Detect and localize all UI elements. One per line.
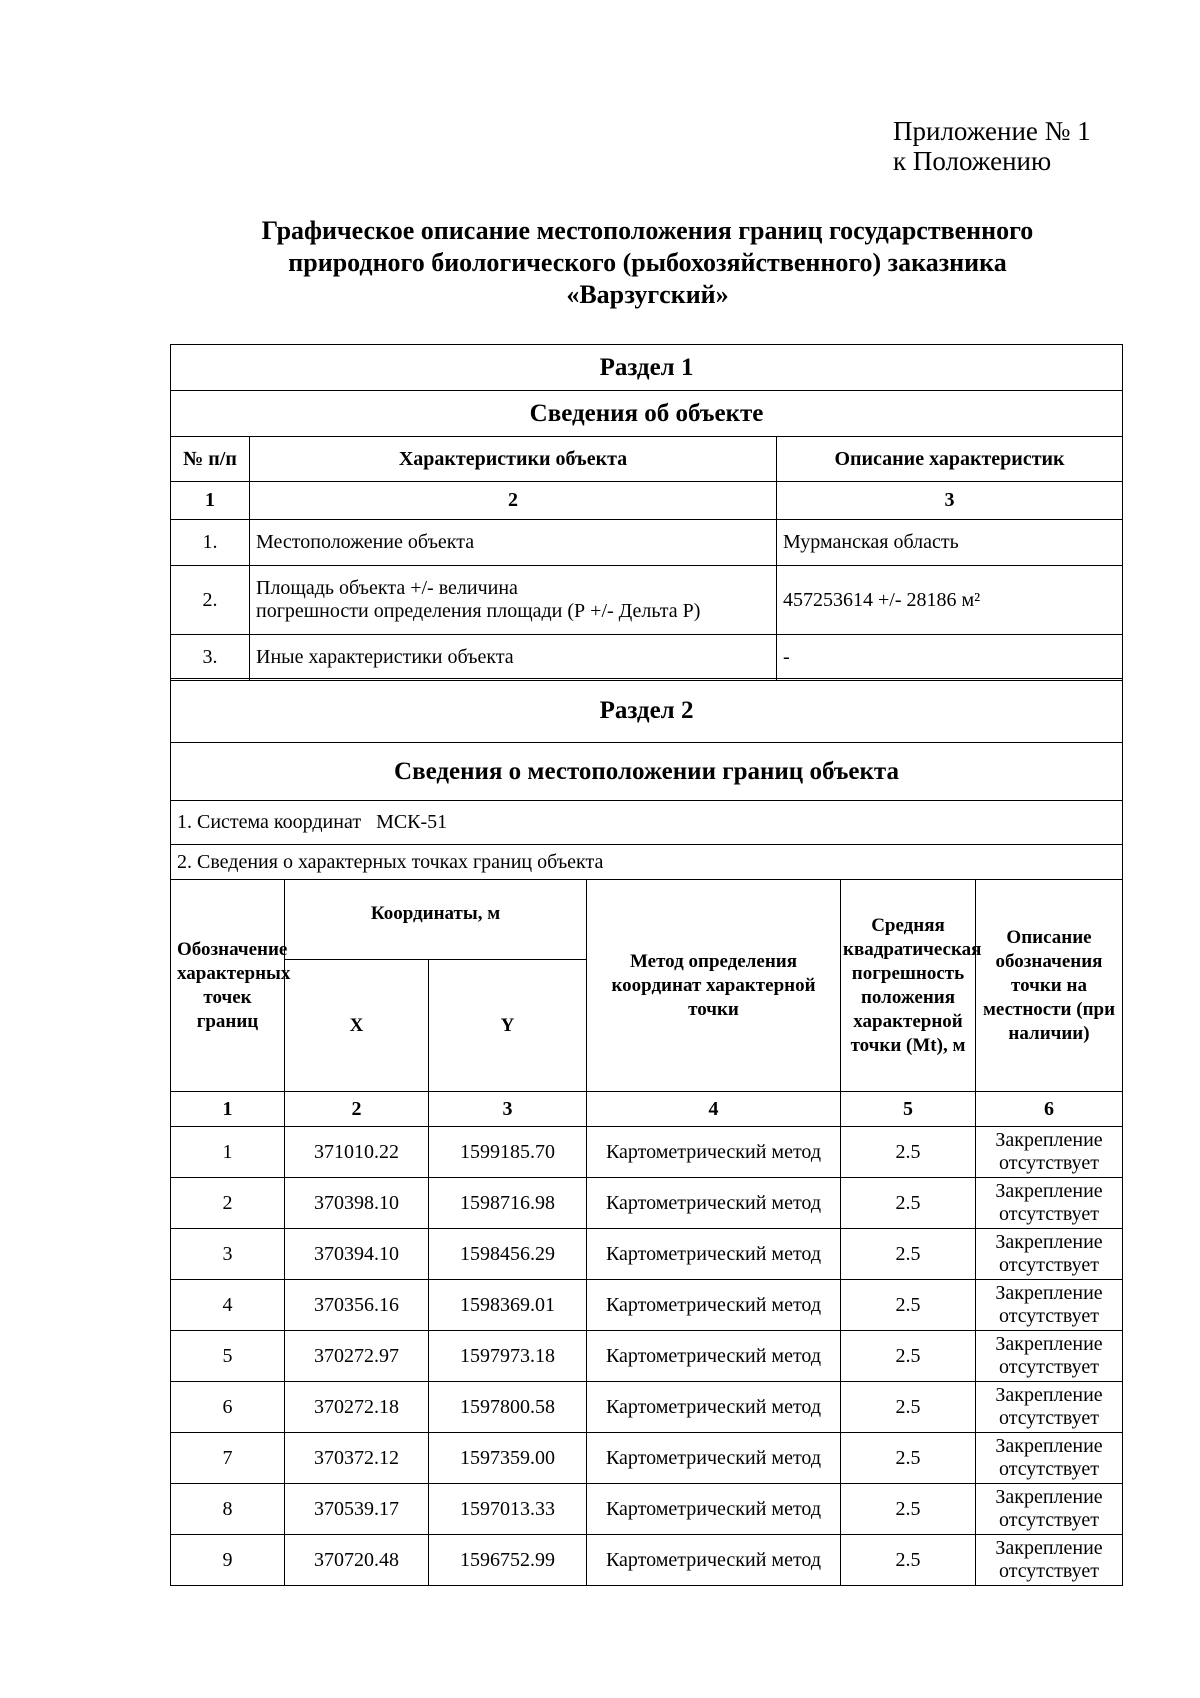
point-description-line: Закрепление [995, 1384, 1103, 1406]
row-name [250, 566, 777, 635]
row-name-line1: Площадь объекта +/- величина [256, 577, 518, 599]
annex-line1: Приложение № 1 [893, 116, 1091, 146]
point-description [976, 1280, 1123, 1331]
point-y: 1598456.29 [429, 1229, 587, 1280]
table-row [171, 1178, 1123, 1229]
s1-col-characteristic: Характеристики объекта [250, 437, 777, 482]
row-number: 2. [171, 566, 250, 635]
point-y: 1597359.00 [429, 1433, 587, 1484]
point-error: 2.5 [841, 1127, 976, 1178]
point-description-line: отсутствует [998, 1152, 1100, 1174]
col-method: Метод определения координат характерной точки [587, 880, 841, 1092]
point-description-line: Закрепление [995, 1282, 1103, 1304]
s2-colnum-1: 1 [171, 1092, 285, 1127]
points-label: 2. Сведения о характерных точках границ объекта [171, 845, 1123, 880]
point-number: 6 [171, 1382, 285, 1433]
point-y: 1596752.99 [429, 1535, 587, 1586]
row-number: 1. [171, 520, 250, 566]
point-description-line: Закрепление [995, 1537, 1103, 1559]
table-row [171, 1382, 1123, 1433]
row-value: - [777, 635, 1123, 681]
table-row [171, 1331, 1123, 1382]
point-description-line: отсутствует [998, 1458, 1100, 1480]
point-error: 2.5 [841, 1280, 976, 1331]
s1-col-description: Описание характеристик [777, 437, 1123, 482]
col-error: Средняя квадратическая погрешность положения характерной точки (Мt), м [841, 880, 976, 1092]
point-x: 370356.16 [285, 1280, 429, 1331]
point-description [976, 1127, 1123, 1178]
point-error: 2.5 [841, 1382, 976, 1433]
point-error: 2.5 [841, 1331, 976, 1382]
table-row [171, 1229, 1123, 1280]
table-row [171, 1484, 1123, 1535]
table-row [171, 635, 1123, 681]
point-method: Картометрический метод [587, 1535, 841, 1586]
annex-line2: к Положению [893, 146, 1052, 176]
point-description-line: Закрепление [995, 1486, 1103, 1508]
point-error: 2.5 [841, 1229, 976, 1280]
point-x: 370372.12 [285, 1433, 429, 1484]
point-description-line: отсутствует [998, 1509, 1100, 1531]
col-y: Y [429, 960, 587, 1092]
coord-system-value: МСК-51 [376, 811, 448, 833]
table-row [171, 1535, 1123, 1586]
section1-subheading: Сведения об объекте [171, 391, 1123, 437]
document-title [150, 215, 1145, 311]
table-row [171, 520, 1123, 566]
point-y: 1597800.58 [429, 1382, 587, 1433]
point-y: 1598716.98 [429, 1178, 587, 1229]
row-name-line2: погрешности определения площади (Р +/- Дельта Р) [256, 600, 701, 622]
point-method: Картометрический метод [587, 1229, 841, 1280]
point-description [976, 1229, 1123, 1280]
point-number: 2 [171, 1178, 285, 1229]
point-y: 1597973.18 [429, 1331, 587, 1382]
s2-colnum-3: 3 [429, 1092, 587, 1127]
point-method: Картометрический метод [587, 1382, 841, 1433]
point-description-line: отсутствует [998, 1305, 1100, 1327]
col-desc: Описание обозначения точки на местности (при наличии) [976, 880, 1123, 1092]
point-x: 370394.10 [285, 1229, 429, 1280]
section2-table [170, 678, 1123, 1586]
point-description [976, 1178, 1123, 1229]
point-description [976, 1535, 1123, 1586]
point-x: 371010.22 [285, 1127, 429, 1178]
table-row [171, 1433, 1123, 1484]
point-x: 370398.10 [285, 1178, 429, 1229]
col-point: Обозначение характерных точек границ [171, 880, 285, 1092]
point-x: 370720.48 [285, 1535, 429, 1586]
section1-table [170, 344, 1123, 681]
s2-colnum-2: 2 [285, 1092, 429, 1127]
point-description-line: отсутствует [998, 1560, 1100, 1582]
title-line2: природного биологического (рыбохозяйственного) заказника [288, 248, 1007, 277]
table-row [171, 566, 1123, 635]
s2-colnum-4: 4 [587, 1092, 841, 1127]
point-description-line: Закрепление [995, 1129, 1103, 1151]
point-number: 7 [171, 1433, 285, 1484]
point-description-line: Закрепление [995, 1435, 1103, 1457]
point-number: 1 [171, 1127, 285, 1178]
row-value: 457253614 +/- 28186 м² [777, 566, 1123, 635]
section2-heading: Раздел 2 [171, 679, 1123, 743]
point-number: 8 [171, 1484, 285, 1535]
s1-colnum-2: 2 [250, 482, 777, 520]
row-name: Местоположение объекта [250, 520, 777, 566]
s1-colnum-3: 3 [777, 482, 1123, 520]
row-number: 3. [171, 635, 250, 681]
col-coords: Координаты, м [285, 880, 587, 960]
point-x: 370539.17 [285, 1484, 429, 1535]
s2-colnum-5: 5 [841, 1092, 976, 1127]
point-number: 5 [171, 1331, 285, 1382]
point-error: 2.5 [841, 1178, 976, 1229]
point-number: 4 [171, 1280, 285, 1331]
point-description-line: отсутствует [998, 1407, 1100, 1429]
coord-system [171, 801, 1123, 845]
point-x: 370272.97 [285, 1331, 429, 1382]
point-y: 1598369.01 [429, 1280, 587, 1331]
point-error: 2.5 [841, 1433, 976, 1484]
point-error: 2.5 [841, 1484, 976, 1535]
section2-subheading: Сведения о местоположении границ объекта [171, 743, 1123, 801]
point-method: Картометрический метод [587, 1178, 841, 1229]
point-description [976, 1331, 1123, 1382]
point-x: 370272.18 [285, 1382, 429, 1433]
point-method: Картометрический метод [587, 1484, 841, 1535]
point-method: Картометрический метод [587, 1127, 841, 1178]
point-description [976, 1484, 1123, 1535]
point-y: 1599185.70 [429, 1127, 587, 1178]
table-row [171, 1280, 1123, 1331]
point-description-line: Закрепление [995, 1180, 1103, 1202]
point-description-line: отсутствует [998, 1356, 1100, 1378]
s1-colnum-1: 1 [171, 482, 250, 520]
coord-system-label: 1. Система координат [177, 811, 362, 833]
point-error: 2.5 [841, 1535, 976, 1586]
row-name: Иные характеристики объекта [250, 635, 777, 681]
point-method: Картометрический метод [587, 1280, 841, 1331]
point-number: 3 [171, 1229, 285, 1280]
point-number: 9 [171, 1535, 285, 1586]
s2-colnum-6: 6 [976, 1092, 1123, 1127]
point-description-line: отсутствует [998, 1254, 1100, 1276]
row-value: Мурманская область [777, 520, 1123, 566]
point-description [976, 1433, 1123, 1484]
point-method: Картометрический метод [587, 1331, 841, 1382]
point-method: Картометрический метод [587, 1433, 841, 1484]
section1-heading: Раздел 1 [171, 345, 1123, 391]
point-description-line: Закрепление [995, 1231, 1103, 1253]
col-x: X [285, 960, 429, 1092]
point-y: 1597013.33 [429, 1484, 587, 1535]
table-row [171, 1127, 1123, 1178]
title-line3: «Варзугский» [566, 280, 729, 309]
annex-label [893, 116, 1091, 176]
title-line1: Графическое описание местоположения границ государственного [261, 216, 1034, 245]
point-description [976, 1382, 1123, 1433]
points-body [171, 1127, 1123, 1586]
s1-col-num: № п/п [171, 437, 250, 482]
point-description-line: отсутствует [998, 1203, 1100, 1225]
point-description-line: Закрепление [995, 1333, 1103, 1355]
